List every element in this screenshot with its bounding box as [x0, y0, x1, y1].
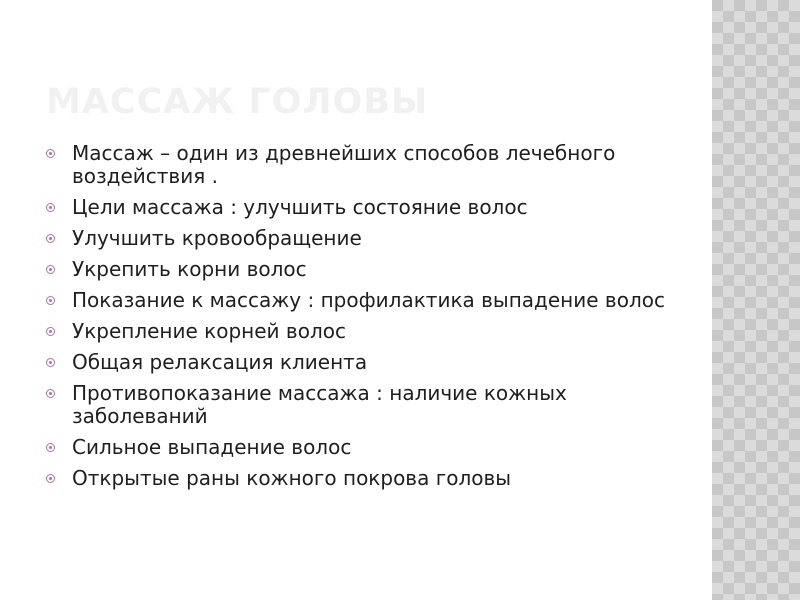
list-item	[46, 227, 686, 250]
circle-bullet-icon	[46, 389, 55, 398]
list-item	[46, 289, 686, 312]
list-item-text: Массаж – один из древнейших способов лечебного воздействия .	[72, 141, 616, 188]
circle-bullet-icon	[46, 234, 55, 243]
circle-bullet-icon	[46, 265, 55, 274]
bullet-list	[46, 142, 686, 498]
list-item	[46, 436, 686, 459]
circle-bullet-icon	[46, 149, 55, 158]
decorative-side-band	[712, 0, 800, 600]
list-item-text: Сильное выпадение волос	[72, 435, 352, 459]
list-item	[46, 142, 686, 188]
slide-title: МАССАЖ ГОЛОВЫ	[46, 82, 429, 122]
circle-bullet-icon	[46, 443, 55, 452]
circle-bullet-icon	[46, 358, 55, 367]
list-item-text: Противопоказание массажа : наличие кожных заболеваний	[72, 381, 567, 428]
list-item-text: Улучшить кровообращение	[72, 226, 362, 250]
list-item	[46, 258, 686, 281]
list-item	[46, 320, 686, 343]
list-item-text: Показание к массажу : профилактика выпадение волос	[72, 288, 665, 312]
list-item-text: Цели массажа : улучшить состояние волос	[72, 195, 528, 219]
list-item-text: Укрепление корней волос	[72, 319, 346, 343]
circle-bullet-icon	[46, 296, 55, 305]
list-item-text: Открытые раны кожного покрова головы	[72, 466, 512, 490]
list-item	[46, 351, 686, 374]
list-item-text: Укрепить корни волос	[72, 257, 307, 281]
list-item	[46, 196, 686, 219]
list-item-text: Общая релаксация клиента	[72, 350, 368, 374]
list-item	[46, 467, 686, 490]
circle-bullet-icon	[46, 327, 55, 336]
circle-bullet-icon	[46, 203, 55, 212]
list-item	[46, 382, 686, 428]
circle-bullet-icon	[46, 474, 55, 483]
